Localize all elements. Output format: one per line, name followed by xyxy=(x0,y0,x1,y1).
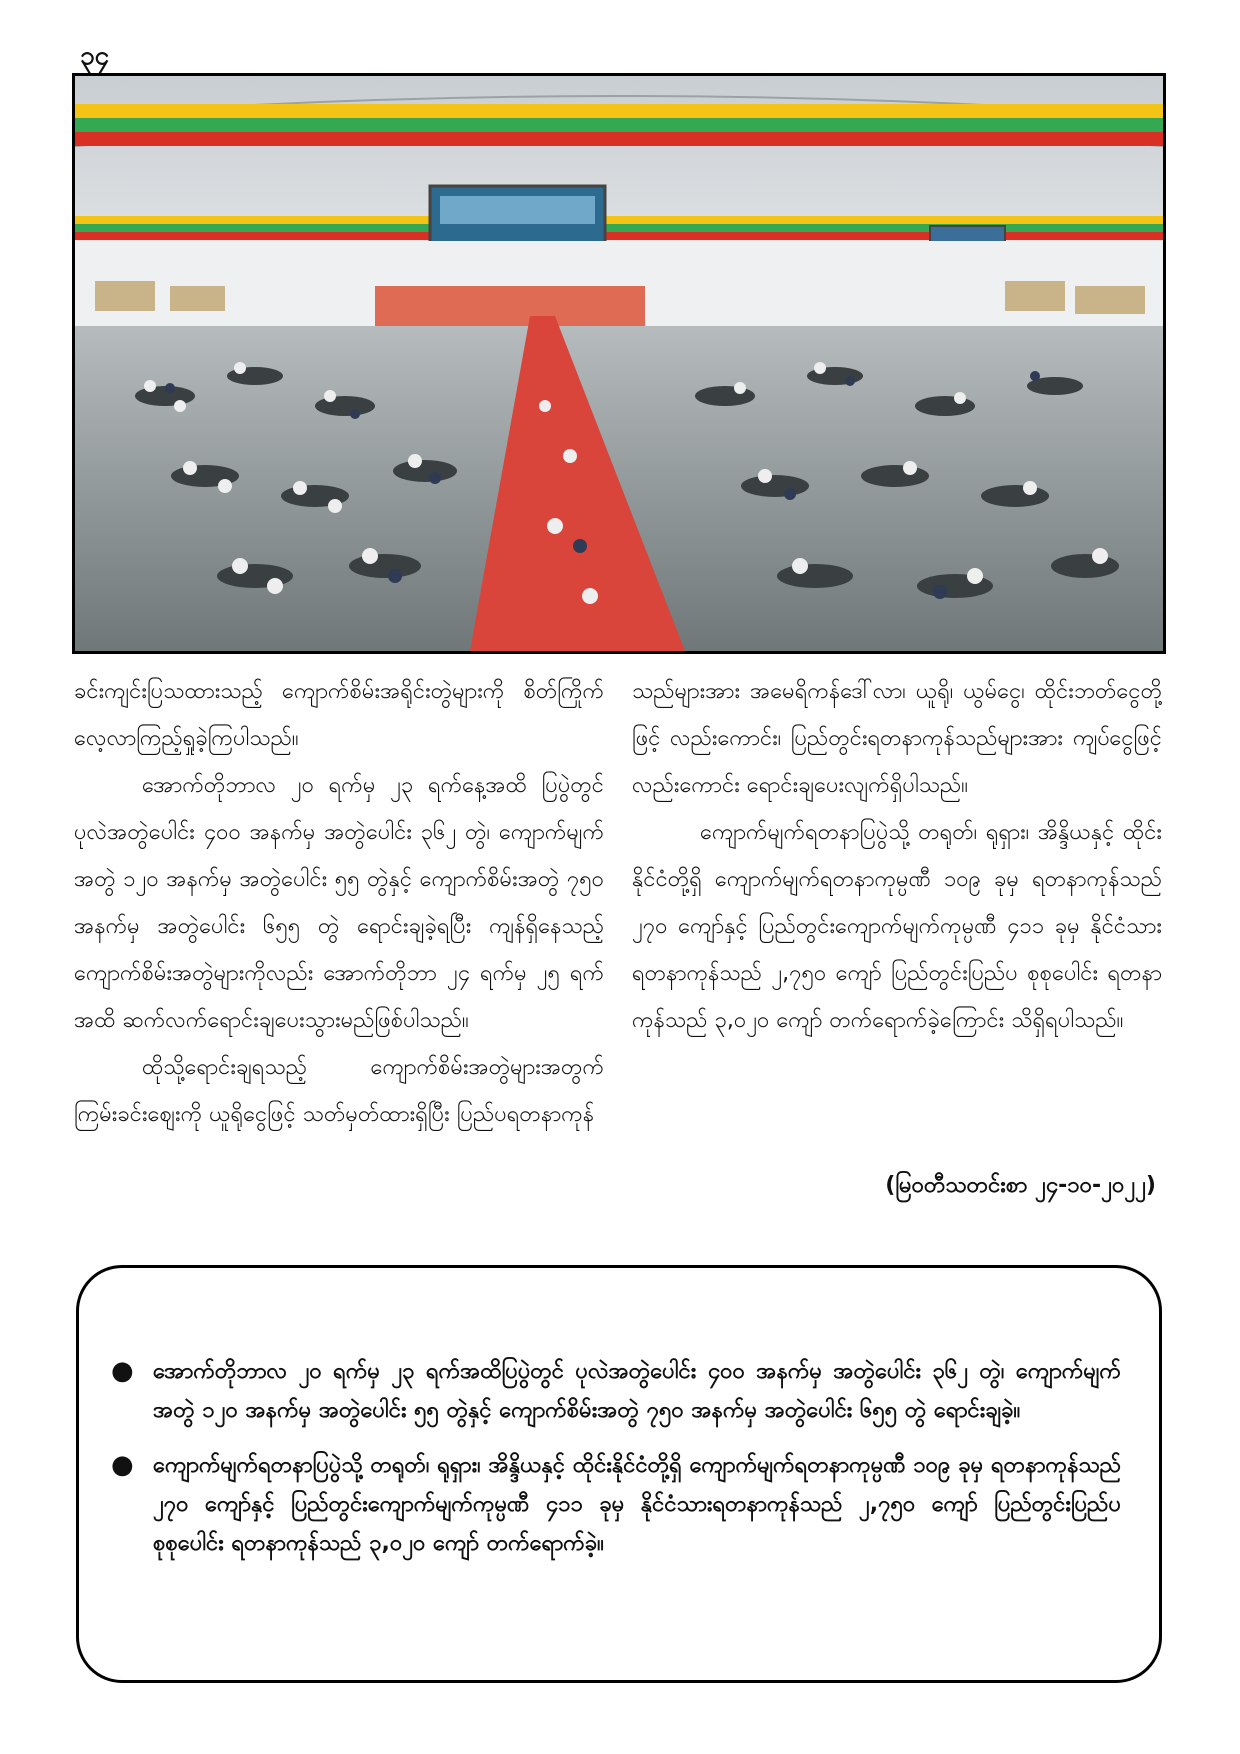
article-source: (မြဝတီသတင်းစာ ၂၄-၁၀-၂၀၂၂) xyxy=(885,1173,1156,1198)
summary-item-text: အောက်တိုဘာလ ၂၀ ရက်မှ ၂၃ ရက်အထိပြပွဲတွင် ပုလဲအတွဲပေါင်း ၄၀၀ အနက်မှ အတွဲပေါင်း ၃၆၂ တွဲ၊ ကျောက်မျက်အတွဲ ၁၂၀ အနက်မှ အတွဲပေါင်း ၅၅ တွဲနှင့် ကျောက်စိမ်းအတွဲ ၇၅၀ အနက်မှ အတွဲပေါင်း ၆၅၅ တွဲ ရောင်းချခဲ့။ xyxy=(153,1359,1121,1423)
summary-box xyxy=(76,1265,1162,1683)
summary-list xyxy=(111,1352,1121,1579)
article-left-column xyxy=(74,668,604,1138)
exhibition-hall-photo xyxy=(72,73,1166,654)
article-paragraph: အောက်တိုဘာလ ၂၀ ရက်မှ ၂၃ ရက်နေ့အထိ ပြပွဲတွင် ပုလဲအတွဲပေါင်း ၄၀၀ အနက်မှ အတွဲပေါင်း ၃၆၂ တွဲ၊ ကျောက်မျက်အတွဲ ၁၂၀ အနက်မှ အတွဲပေါင်း ၅၅ တွဲနှင့် ကျောက်စိမ်းအတွဲ ၇၅၀ အနက်မှ အတွဲပေါင်း ၆၅၅ တွဲ ရောင်းချခဲ့ရပြီး ကျန်ရှိနေသည့် ကျောက်စိမ်းအတွဲများကိုလည်း အောက်တိုဘာ ၂၄ ရက်မှ ၂၅ ရက်အထိ ဆက်လက်ရောင်းချပေးသွားမည်ဖြစ်ပါသည်။ xyxy=(74,773,604,1033)
page-number: ၃၄ xyxy=(80,41,110,71)
article-paragraph: ကျောက်မျက်ရတနာပြပွဲသို့ တရုတ်၊ ရုရှား၊ အိန္ဒိယနှင့် ထိုင်းနိုင်ငံတို့ရှိ ကျောက်မျက်ရတနာကုမ္ပဏီ ၁၀၉ ခုမှ ရတနာကုန်သည် ၂၇၀ ကျော်နှင့် ပြည်တွင်းကျောက်မျက်ကုမ္ပဏီ ၄၁၁ ခုမှ နိုင်ငံသားရတနာကုန်သည် ၂,၇၅၀ ကျော် ပြည်တွင်းပြည်ပ စုစုပေါင်း ရတနာကုန်သည် ၃,၀၂၀ ကျော် တက်ရောက်ခဲ့ကြောင်း သိရှိရပါသည်။ xyxy=(632,820,1162,1033)
article-paragraph: သည်များအား အမေရိကန်ဒေါ်လာ၊ ယူရို၊ ယွမ်ငွေ၊ ထိုင်းဘတ်ငွေတို့ဖြင့် လည်းကောင်း၊ ပြည်တွင်းရတနာကုန်သည်များအား ကျပ်ငွေဖြင့်လည်းကောင်း ရောင်းချပေးလျက်ရှိပါသည်။ xyxy=(632,679,1162,798)
bullet-icon: ● xyxy=(111,1356,134,1386)
summary-item-text: ကျောက်မျက်ရတနာပြပွဲသို့ တရုတ်၊ ရုရှား၊ အိန္ဒိယနှင့် ထိုင်းနိုင်ငံတို့ရှိ ကျောက်မျက်ရတနာကုမ္ပဏီ ၁၀၉ ခုမှ ရတနာကုန်သည် ၂၇၀ ကျော်နှင့် ပြည်တွင်းကျောက်မျက်ကုမ္ပဏီ ၄၁၁ ခုမှ နိုင်ငံသားရတနာကုန်သည် ၂,၇၅၀ ကျော် ပြည်တွင်းပြည်ပ စုစုပေါင်း ရတနာကုန်သည် ၃,၀၂၀ ကျော် တက်ရောက်ခဲ့။ xyxy=(153,1453,1121,1556)
article-paragraph: ထိုသို့ရောင်းချရသည့် ကျောက်စိမ်းအတွဲများအတွက် ကြမ်းခင်းဈေးကို ယူရိုငွေဖြင့် သတ်မှတ်ထားရှိပြီး ပြည်ပရတနာကုန် xyxy=(74,1055,604,1127)
article-paragraph: ခင်းကျင်းပြသထားသည့် ကျောက်စိမ်းအရိုင်းတွဲများကို စိတ်ကြိုက်လေ့လာကြည့်ရှုခဲ့ကြပါသည်။ xyxy=(74,679,604,751)
summary-item xyxy=(111,1352,1121,1430)
article-body xyxy=(74,668,1166,1228)
summary-item xyxy=(111,1446,1121,1563)
article-right-column xyxy=(632,668,1162,1044)
bullet-icon: ● xyxy=(111,1450,134,1480)
photo-illustration xyxy=(75,76,1163,651)
